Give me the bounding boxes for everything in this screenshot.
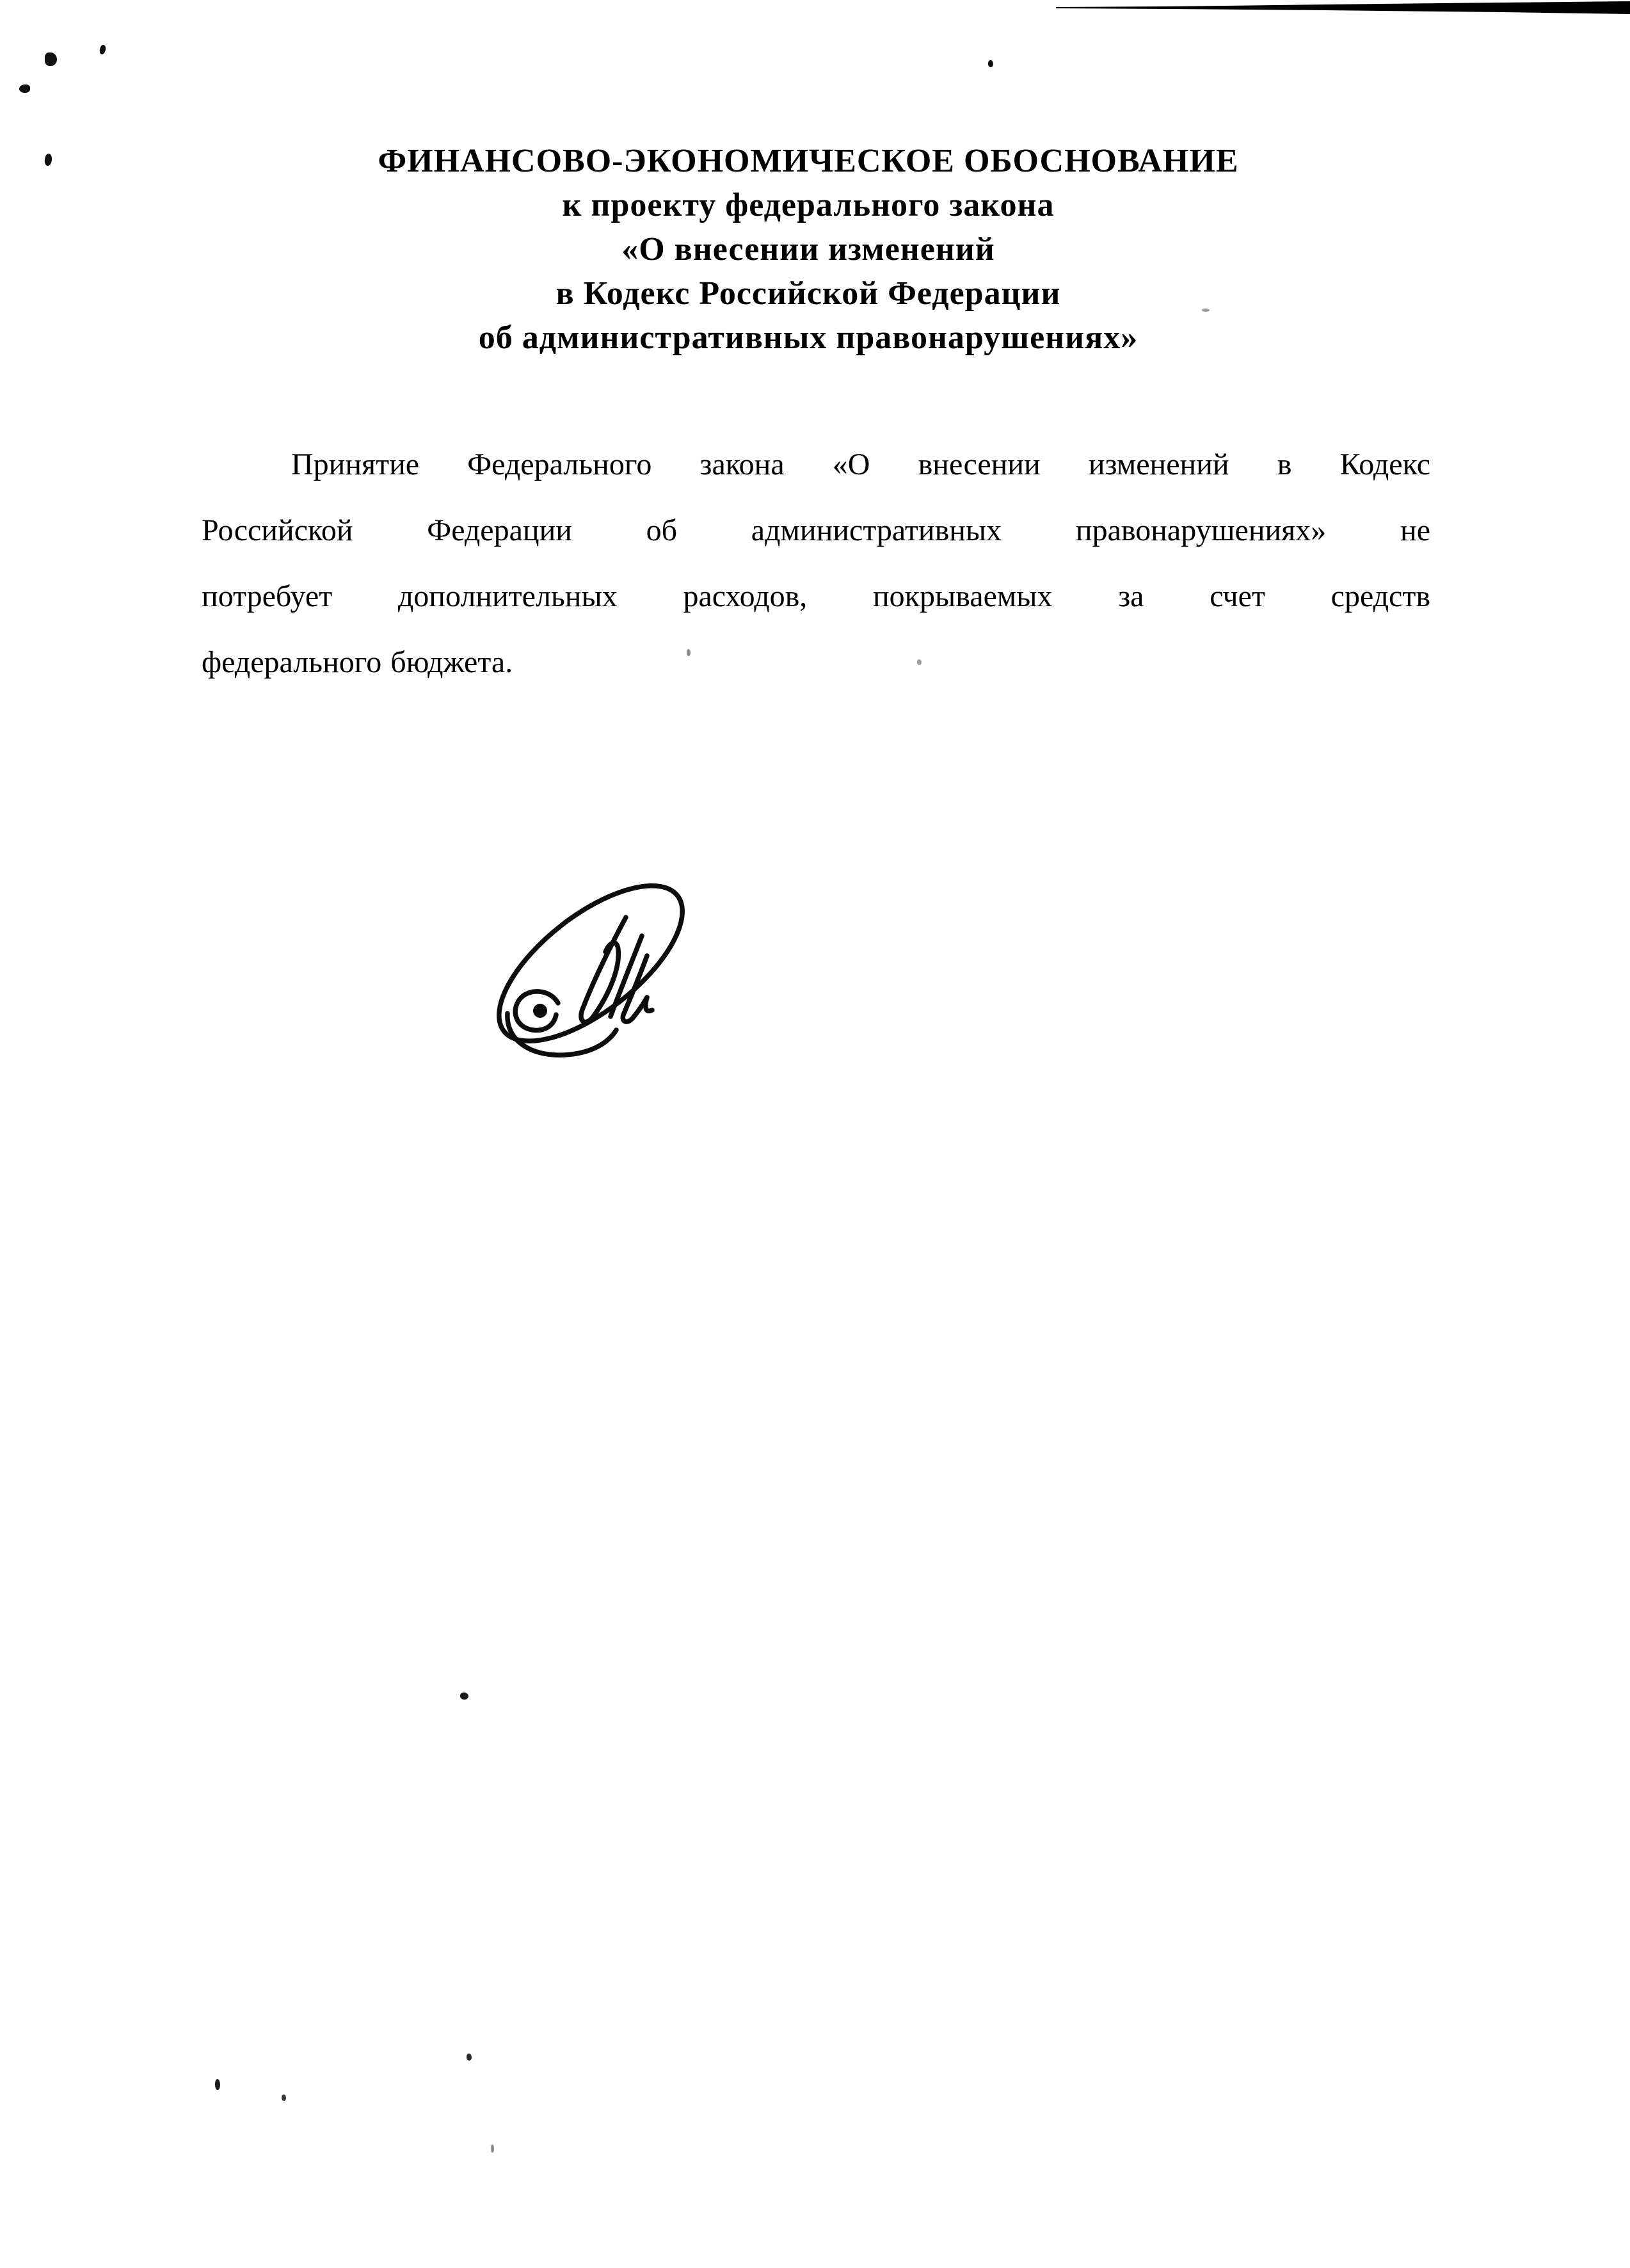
handwritten-signature [486,861,704,1066]
title-line-4: в Кодекс Российской Федерации [555,275,1061,312]
ink-speck [467,2054,472,2061]
title-line-2: к проекту федерального закона [562,187,1055,223]
title-line-3: «О внесении изменений [621,231,995,268]
title-line-1: ФИНАНСОВО-ЭКОНОМИЧЕСКОЕ ОБОСНОВАНИЕ [378,143,1239,179]
ink-speck [99,44,106,55]
ink-speck [45,52,57,66]
body-line-4: федерального бюджета. [202,645,513,679]
document-title [0,139,1617,360]
body-line-3: потребует дополнительных расходов, покрываемых за счет средств [202,579,1430,613]
ink-speck [215,2079,220,2090]
ink-speck [460,1693,468,1700]
scan-artifact-bar [1056,1,1630,15]
body-line-2: Российской Федерации об административных правонарушениях» не [202,513,1430,547]
ink-speck [491,2144,494,2153]
ink-speck [19,84,30,93]
body-line-1: Принятие Федерального закона «О внесении изменений в Кодекс [291,447,1430,481]
title-line-5: об административных правонарушениях» [478,319,1139,356]
body-paragraph [202,431,1430,695]
ink-speck [988,60,993,67]
ink-speck [282,2095,286,2101]
